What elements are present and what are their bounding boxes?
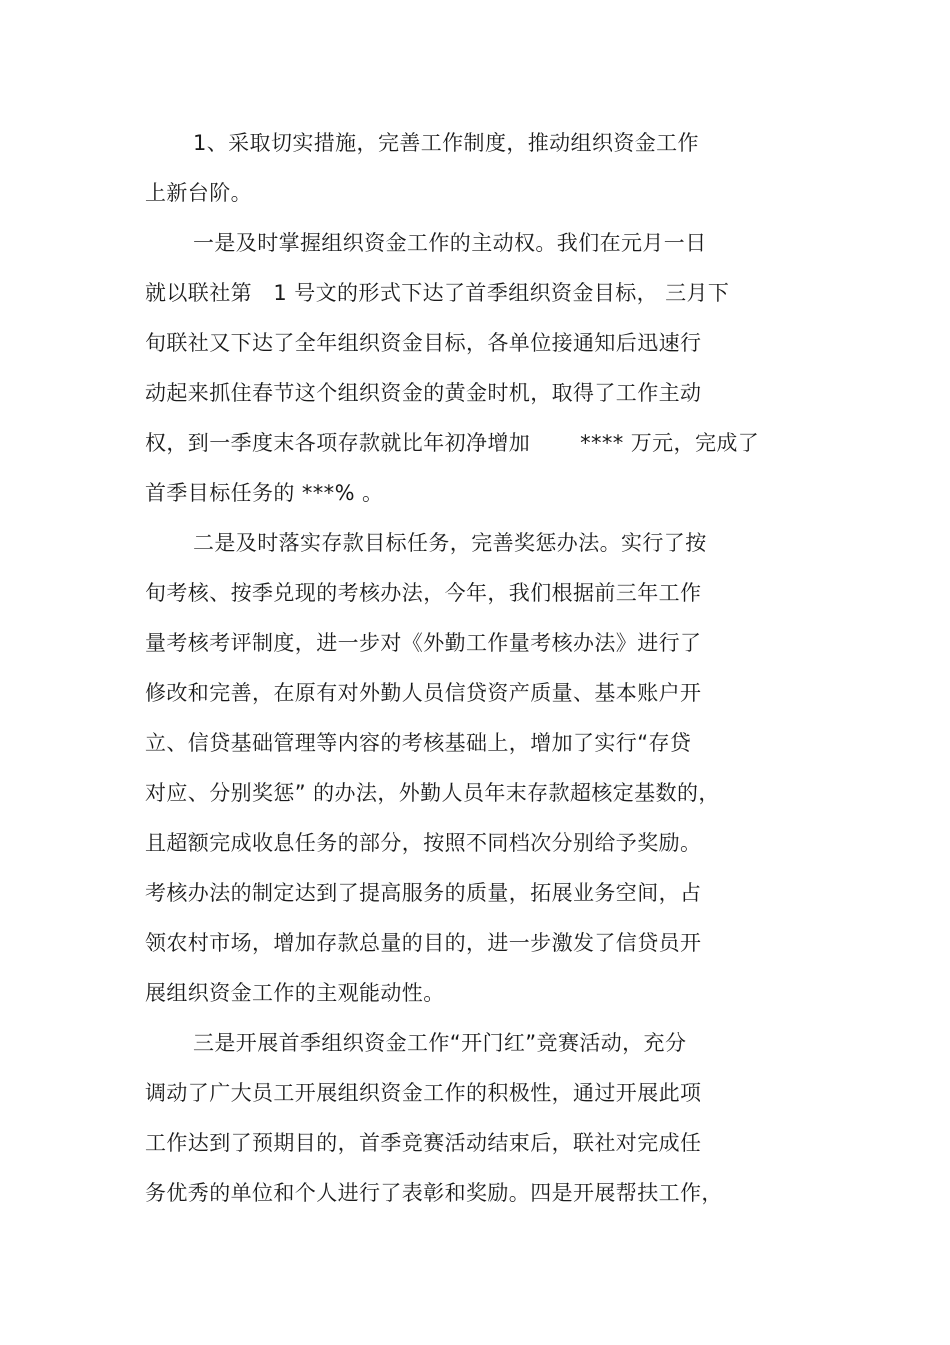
text-line: 权，到一季度末各项存款就比年初净增加 **** 万元，完成了 xyxy=(145,431,760,455)
text-line: 上新台阶。 xyxy=(145,181,252,205)
text-line: 工作达到了预期目的，首季竞赛活动结束后，联社对完成任 xyxy=(145,1131,702,1155)
text-line: 旬考核、按季兑现的考核办法，今年，我们根据前三年工作 xyxy=(145,581,702,605)
text-line: 对应、分别奖惩” 的办法，外勤人员年末存款超核定基数的， xyxy=(145,781,720,805)
text-line: 动起来抓住春节这个组织资金的黄金时机，取得了工作主动 xyxy=(145,381,702,405)
text-line: 且超额完成收息任务的部分，按照不同档次分别给予奖励。 xyxy=(145,831,702,855)
paragraph-start-line: 三是开展首季组织资金工作“开门红”竞赛活动，充分 xyxy=(193,1031,687,1055)
text-line: 务优秀的单位和个人进行了表彰和奖励。四是开展帮扶工作， xyxy=(145,1181,723,1205)
text-line: 就以联社第 1 号文的形式下达了首季组织资金目标， 三月下 xyxy=(145,281,730,305)
text-line: 首季目标任务的 ***% 。 xyxy=(145,481,384,505)
text-line: 量考核考评制度，进一步对《外勤工作量考核办法》进行了 xyxy=(145,631,702,655)
text-line: 修改和完善，在原有对外勤人员信贷资产质量、基本账户开 xyxy=(145,681,702,705)
heading-line: 1、采取切实措施，完善工作制度，推动组织资金工作 xyxy=(193,131,699,155)
text-line: 旬联社又下达了全年组织资金目标，各单位接通知后迅速行 xyxy=(145,331,702,355)
paragraph-start-line: 一是及时掌握组织资金工作的主动权。我们在元月一日 xyxy=(193,231,707,255)
text-line: 考核办法的制定达到了提高服务的质量，拓展业务空间，占 xyxy=(145,881,702,905)
text-line: 领农村市场，增加存款总量的目的，进一步激发了信贷员开 xyxy=(145,931,702,955)
paragraph-start-line: 二是及时落实存款目标任务，完善奖惩办法。实行了按 xyxy=(193,531,707,555)
text-line: 调动了广大员工开展组织资金工作的积极性，通过开展此项 xyxy=(145,1081,702,1105)
text-line: 立、信贷基础管理等内容的考核基础上，增加了实行“存贷 xyxy=(145,731,692,755)
text-line: 展组织资金工作的主观能动性。 xyxy=(145,981,445,1005)
